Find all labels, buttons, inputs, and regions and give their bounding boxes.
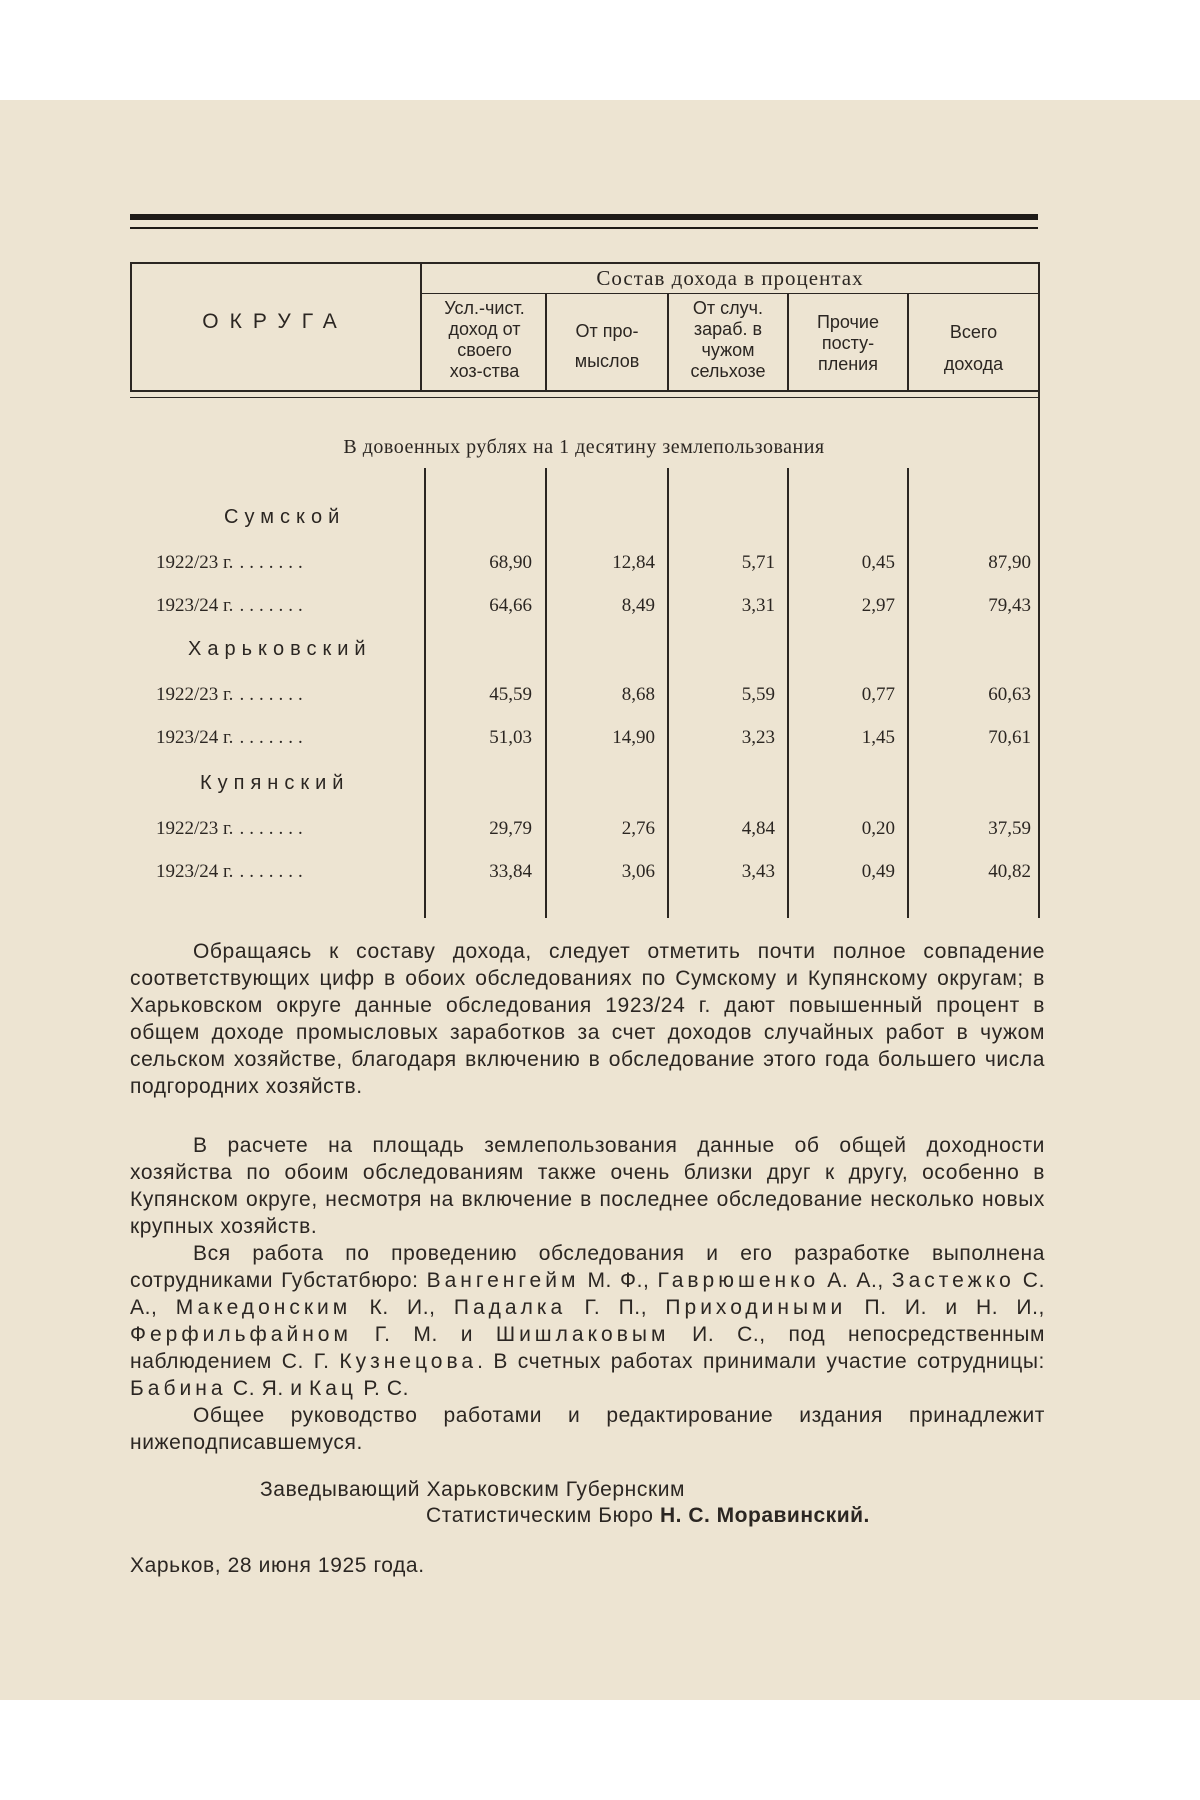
cell-trades: 12,84 bbox=[612, 552, 655, 573]
cell-trades: 8,68 bbox=[621, 684, 655, 705]
cell-trades: 8,49 bbox=[621, 595, 655, 616]
cell-random-work: 3,23 bbox=[741, 727, 775, 748]
cell-other: 2,97 bbox=[861, 595, 895, 616]
signature-position: Заведывающий Харьковским Губернским bbox=[260, 1478, 686, 1501]
top-rule-thin bbox=[130, 227, 1038, 229]
cell-total: 60,63 bbox=[988, 684, 1031, 705]
row-year: 1923/24 г. ....... bbox=[156, 727, 308, 748]
cell-other: 0,45 bbox=[861, 552, 895, 573]
row-year: 1922/23 г. ....... bbox=[156, 552, 308, 573]
cell-other: 1,45 bbox=[861, 727, 895, 748]
cell-own-farm: 29,79 bbox=[489, 818, 532, 839]
table-right-border bbox=[1038, 262, 1040, 918]
cell-own-farm: 33,84 bbox=[489, 861, 532, 882]
column-group-header: Состав дохода в процентах bbox=[596, 266, 864, 290]
district-name: Купянский bbox=[200, 772, 350, 794]
paragraph-area-income: В расчете на площадь землепользования данные об общей доходности хозяйства по обоим обследованиям также очень близки друг к другу, особенно в Купянском округе, несмотря на включение в последнее обследование несколько новых крупных хозяйств. bbox=[130, 1134, 1045, 1238]
col-header-other: Прочие посту- пления bbox=[816, 312, 879, 374]
cell-other: 0,77 bbox=[861, 684, 895, 705]
district-name: Сумской bbox=[224, 506, 346, 528]
cell-trades: 14,90 bbox=[612, 727, 655, 748]
cell-random-work: 3,31 bbox=[741, 595, 775, 616]
group-header-underline bbox=[420, 293, 1038, 294]
row-year: 1922/23 г. ....... bbox=[156, 684, 308, 705]
signature-name: Н. С. Моравинский. bbox=[660, 1504, 870, 1527]
col-header-trades: От про- мыслов bbox=[574, 321, 640, 371]
district-name: Харьковский bbox=[188, 638, 372, 660]
place-date: Харьков, 28 июня 1925 года. bbox=[130, 1554, 425, 1577]
cell-trades: 3,06 bbox=[621, 861, 655, 882]
paragraph-editorship: Общее руководство работами и редактирование издания принадлежит нижеподписавшемуся. bbox=[130, 1404, 1045, 1454]
cell-total: 40,82 bbox=[988, 861, 1031, 882]
cell-other: 0,20 bbox=[861, 818, 895, 839]
top-rule-thick bbox=[130, 214, 1038, 220]
row-year: 1922/23 г. ....... bbox=[156, 818, 308, 839]
cell-other: 0,49 bbox=[861, 861, 895, 882]
cell-total: 70,61 bbox=[988, 727, 1031, 748]
cell-total: 87,90 bbox=[988, 552, 1031, 573]
signature-bureau: Статистическим Бюро Н. С. Моравинский. bbox=[426, 1504, 870, 1527]
cell-own-farm: 51,03 bbox=[489, 727, 532, 748]
header-bottom-rule-1 bbox=[130, 390, 1038, 392]
cell-random-work: 5,59 bbox=[741, 684, 775, 705]
col-header-own-farm: Усл.-чист. доход от своего хоз-ства bbox=[444, 298, 525, 381]
header-bottom-rule-2 bbox=[130, 397, 1038, 398]
cell-own-farm: 68,90 bbox=[489, 552, 532, 573]
cell-own-farm: 45,59 bbox=[489, 684, 532, 705]
table-top-border bbox=[130, 262, 1038, 264]
cell-total: 37,59 bbox=[988, 818, 1031, 839]
cell-random-work: 3,43 bbox=[741, 861, 775, 882]
col-header-random-work: От случ. зараб. в чужом сельхозе bbox=[690, 298, 766, 381]
cell-total: 79,43 bbox=[988, 595, 1031, 616]
row-header-okruga: ОКРУГА bbox=[202, 310, 348, 333]
cell-random-work: 5,71 bbox=[741, 552, 775, 573]
row-year: 1923/24 г. ....... bbox=[156, 595, 308, 616]
cell-random-work: 4,84 bbox=[741, 818, 775, 839]
paragraph-staff: Вся работа по проведению обследования и его разработке выполнена сотрудниками Губстатбюро: Вангенгейм М. Ф., Гаврюшенко А. А., Застежко С. А., Македонским К. И., Падалка Г. П., Приходиными П. И. и Н. И., Ферфильфайном Г. М. и Шишлаковым И. С., под непосредственным наблюдением С. Г. Кузнецова. В счетных работах принимали участие сотрудницы: Бабина С. Я. и Кац Р. С. bbox=[130, 1242, 1046, 1400]
paragraph-composition: Обращаясь к составу дохода, следует отметить почти полное совпадение соответствующих цифр в обоих обследованиях по Сумскому и Купянскому округам; в Харьковском округе данные обследования 1923/24 г. дают повышенный процент в общем доходе промысловых заработков за счет доходов случайных работ в чужом сельском хозяйстве, благодаря включению в обследование этого года большего числа подгородних хозяйств. bbox=[130, 940, 1045, 1098]
col-header-total: Всего дохода bbox=[943, 322, 1004, 374]
cell-own-farm: 64,66 bbox=[489, 595, 532, 616]
cell-trades: 2,76 bbox=[621, 818, 655, 839]
table-unit-note: В довоенных рублях на 1 десятину землепользования bbox=[343, 436, 825, 458]
row-year: 1923/24 г. ....... bbox=[156, 861, 308, 882]
